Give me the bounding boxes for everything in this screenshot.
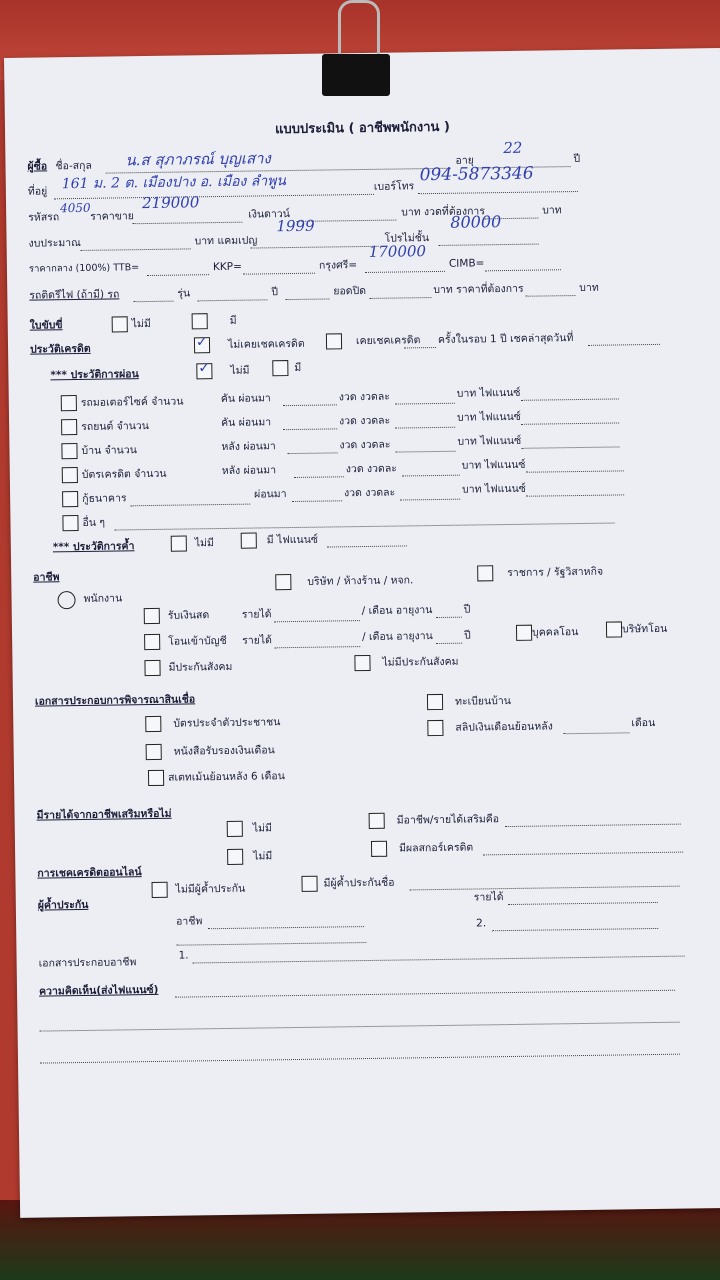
month-unit: เดือน	[631, 716, 656, 730]
no-guarantor-checkbox[interactable]	[152, 882, 168, 898]
government-checkbox[interactable]	[477, 565, 493, 581]
model-label: รุ่น	[177, 287, 191, 300]
bank-transfer-checkbox[interactable]	[144, 634, 160, 650]
company-transfer-checkbox[interactable]	[606, 621, 622, 637]
person-transfer-label: บุคคลโอน	[531, 626, 579, 639]
cash-salary-checkbox[interactable]	[144, 608, 160, 624]
income-line	[274, 619, 360, 622]
wanted-price-unit: บาท	[579, 281, 599, 294]
close-balance-line	[369, 296, 431, 299]
has-guarantor-checkbox[interactable]	[301, 876, 317, 892]
guarantee-no-checkbox[interactable]	[171, 535, 187, 551]
house-reg-checkbox[interactable]	[427, 694, 443, 710]
installment-item-fin: บาท ไฟแนนซ์	[461, 458, 526, 472]
installment-item-rest: งวด งวดละ	[339, 414, 391, 428]
salary-cert-label: หนังสือรับรองเงินเดือน	[173, 744, 275, 758]
campaign-line	[251, 245, 379, 249]
borrower-label: ผู้ซื้อ	[27, 160, 48, 173]
installment-history-label: *** ประวัติการผ่อน	[50, 368, 139, 382]
credit-card-checkbox[interactable]	[62, 467, 78, 483]
installment-item-fin: บาท ไฟแนนซ์	[456, 410, 521, 424]
installment-item-fin: บาท ไฟแนนซ์	[456, 386, 521, 400]
extra-income-line	[505, 823, 681, 827]
guarantor-name-line	[410, 885, 680, 891]
per-month-age-label: / เดือน อายุงาน	[361, 604, 433, 618]
pro-value[interactable]: 80000	[450, 212, 502, 232]
occupation-label: อาชีพ	[33, 571, 60, 584]
installment-line	[396, 450, 456, 453]
last-check-line	[588, 343, 660, 346]
income-line	[274, 645, 360, 648]
required-installment-label: บาท งวดที่ต้องการ	[401, 205, 486, 219]
age-label: อายุ	[455, 154, 474, 167]
year-unit: ปี	[463, 603, 471, 616]
license-label: ใบขับขี่	[29, 319, 63, 332]
cimb-label: CIMB=	[448, 257, 485, 270]
payslip-checkbox[interactable]	[427, 720, 443, 736]
never-checked-checkbox[interactable]	[194, 337, 210, 353]
house-reg-label: ทะเบียนบ้าน	[454, 694, 512, 708]
id-card-label: บัตรประจำตัวประชาชน	[173, 716, 281, 730]
other-checkbox[interactable]	[62, 515, 78, 531]
installment-item-label: อื่น ๆ	[82, 516, 106, 529]
no-guarantor-label: ไม่มีผู้ค้ำประกัน	[175, 882, 246, 896]
close-balance-label: ยอดปิด	[333, 284, 367, 298]
budget-label: งบประมาณ	[28, 236, 81, 250]
model-line	[197, 298, 267, 301]
installment-item-label: รถมอเตอร์ไซค์ จำนวน	[80, 395, 184, 409]
installment-line	[402, 474, 460, 477]
installment-item-label: รถยนต์ จำนวน	[81, 420, 150, 433]
form-title: แบบประเมิน ( อาชีพพนักงาน )	[274, 119, 450, 138]
age-unit: ปี	[573, 152, 581, 166]
installment-line	[130, 503, 250, 507]
installment-item-fin: บาท ไฟแนนซ์	[457, 434, 522, 448]
installment-line	[115, 522, 615, 531]
credit-score-line	[483, 851, 683, 856]
payslip-label: สลิปเงินเดือนย้อนหลัง	[455, 720, 553, 734]
central-price-label: ราคากลาง (100%) TTB=	[28, 262, 140, 275]
model-code-label: รหัสรถ	[28, 211, 60, 224]
installment-no-checkbox[interactable]	[196, 363, 212, 379]
occ-docs-line-top	[176, 941, 366, 946]
statement-label: สเตทเม้นย้อนหลัง 6 เดือน	[167, 770, 285, 784]
ever-checked-label: เคยเชคเครดิต	[355, 334, 421, 348]
installment-line	[521, 397, 619, 400]
guarantee-no-label: ไม่มี	[194, 537, 215, 550]
times-label: ครั้งในรอบ 1 ปี เชคล่าสุดวันที่	[437, 332, 574, 346]
installment-item-rest: งวด งวดละ	[345, 462, 397, 476]
installment-item-unit: คัน ผ่อนมา	[220, 392, 271, 406]
installment-line	[292, 499, 342, 502]
budget-line	[81, 247, 191, 251]
employee-radio[interactable]	[57, 591, 75, 609]
wanted-price-label: บาท ราคาที่ต้องการ	[433, 282, 524, 297]
online-credit-label: การเชคเครดิตออนไลน์	[37, 866, 142, 880]
guarantor-income-line	[508, 901, 658, 905]
license-yes-checkbox[interactable]	[192, 313, 208, 329]
company-transfer-label: บริษัทโอน	[621, 622, 668, 636]
occ-doc-item-2: 2.	[476, 917, 487, 930]
statement-checkbox[interactable]	[148, 770, 164, 786]
guarantee-history-label: *** ประวัติการค้ำ	[52, 540, 135, 554]
wanted-price-line	[525, 294, 575, 297]
times-line	[404, 346, 436, 348]
krungsri-value[interactable]: 170000	[368, 242, 427, 261]
opinion-label: ความคิดเห็น(ส่งไฟแนนซ์)	[38, 983, 159, 998]
company-checkbox[interactable]	[275, 574, 291, 590]
opinion-line-3	[40, 1053, 680, 1064]
motorcycle-checkbox[interactable]	[61, 395, 77, 411]
opinion-line-2	[40, 1021, 680, 1032]
bank-transfer-label: โอนเข้าบัญชี	[168, 634, 227, 648]
guarantee-yes-label: มี ไฟแนนซ์	[266, 533, 319, 547]
phone-value[interactable]: 094-5873346	[419, 163, 534, 186]
installment-item-fin: บาท ไฟแนนซ์	[461, 482, 526, 496]
form-paper	[4, 48, 720, 1218]
extra-income-yes-checkbox[interactable]	[369, 813, 385, 829]
guarantee-line	[327, 544, 407, 547]
installment-line	[395, 426, 455, 429]
extra-income-label: มีรายได้จากอาชีพเสริมหรือไม่	[36, 807, 172, 822]
installment-yes-label: มี	[294, 361, 302, 374]
pro-line	[439, 243, 539, 246]
campaign-value[interactable]: 1999	[276, 216, 315, 236]
no-social-security-label: ไม่มีประกันสังคม	[382, 655, 459, 669]
kkp-label: KKP=	[212, 260, 242, 274]
bank-loan-checkbox[interactable]	[62, 491, 78, 507]
phone-label: เบอร์โทร	[373, 180, 415, 193]
address-value[interactable]: 161 ม. 2 ต. เมืองปาง อ. เมือง ลำพูน	[61, 173, 287, 193]
guarantor-label: ผู้ค้ำประกัน	[37, 898, 89, 912]
installment-no-label: ไม่มี	[230, 364, 250, 377]
car-checkbox[interactable]	[61, 419, 77, 435]
installment-item-unit: หลัง ผ่อนมา	[221, 464, 277, 477]
occ-doc-line-2	[492, 927, 658, 931]
installment-item-unit: หลัง ผ่อนมา	[221, 440, 276, 454]
per-month-age-label: / เดือน อายุงาน	[362, 630, 433, 644]
installment-item-unit: คัน ผ่อนมา	[221, 416, 272, 430]
baht-unit: บาท	[542, 204, 562, 217]
credit-history-label: ประวัติเครดิต	[29, 342, 91, 356]
address-label: ที่อยู่	[27, 185, 48, 198]
guarantor-occupation-line	[208, 925, 364, 929]
installment-item-rest: งวด งวดละ	[338, 390, 390, 404]
krungsri-line	[365, 270, 445, 273]
krungsri-label: กรุงศรี=	[318, 259, 358, 272]
installment-line	[283, 427, 337, 430]
used-car-line	[133, 300, 173, 303]
installment-line	[294, 475, 344, 478]
social-security-label: มีประกันสังคม	[168, 660, 233, 674]
used-car-label: รถติดรีไฟ (ถ้ามี) รถ	[29, 288, 120, 302]
license-no-label: ไม่มี	[131, 317, 151, 331]
never-checked-label: ไม่เคยเชคเครดิต	[227, 337, 305, 351]
model-code-value[interactable]: 4050	[60, 200, 91, 216]
person-transfer-checkbox[interactable]	[516, 625, 532, 641]
employee-label: พนักงาน	[83, 592, 123, 605]
social-security-checkbox[interactable]	[144, 660, 160, 676]
installment-line	[526, 469, 624, 472]
year-line	[285, 297, 329, 300]
installment-item-label: กู้ธนาคาร	[82, 492, 127, 505]
campaign-label: บาท แคมเปญ	[194, 234, 258, 248]
payslip-months-line	[563, 731, 629, 734]
occ-doc-item-1: 1.	[178, 949, 189, 962]
sale-price-value[interactable]: 219000	[141, 193, 200, 213]
name-label: ชื่อ-สกุล	[55, 159, 93, 173]
binder-clip	[322, 54, 390, 96]
license-yes-label: มี	[229, 314, 237, 327]
guarantor-income-label: รายได้	[473, 891, 504, 904]
guarantor-occupation-label: อาชีพ	[175, 915, 203, 928]
license-no-checkbox[interactable]	[112, 316, 128, 332]
installment-line	[526, 493, 624, 496]
installment-item-unit: ผ่อนมา	[254, 488, 287, 501]
installment-line	[288, 451, 338, 454]
cimb-line	[485, 268, 561, 271]
credit-score-checkbox[interactable]	[371, 841, 387, 857]
ttb-line	[147, 273, 209, 276]
installment-item-label: บัตรเครดิต จำนวน	[81, 467, 167, 481]
down-label: เงินดาวน์	[248, 208, 290, 221]
credit-score-label: มีผลสกอร์เครดิต	[398, 841, 474, 855]
docs-label: เอกสารประกอบการพิจารณาสินเชื่อ	[34, 693, 196, 708]
phone-line	[418, 190, 578, 194]
sale-price-label: ราคาขาย	[90, 210, 134, 223]
year-label: ปี	[271, 286, 279, 299]
id-card-checkbox[interactable]	[145, 716, 161, 732]
installment-item-rest: งวด งวดละ	[339, 438, 391, 452]
extra-income-no-label: ไม่มี	[252, 822, 272, 835]
installment-line	[521, 445, 619, 448]
opinion-line-1	[175, 989, 675, 998]
guarantee-yes-checkbox[interactable]	[241, 533, 257, 549]
no-social-security-checkbox[interactable]	[354, 655, 370, 671]
year-unit: ปี	[464, 629, 471, 642]
income-label: รายได้	[241, 608, 272, 621]
company-label: บริษัท / ห้างร้าน / หจก.	[307, 574, 414, 588]
sale-price-line	[132, 221, 242, 225]
kkp-line	[243, 272, 315, 275]
salary-cert-checkbox[interactable]	[146, 744, 162, 760]
has-guarantor-label: มีผู้ค้ำประกันชื่อ	[323, 876, 395, 890]
occ-doc-line-1	[193, 955, 685, 964]
age-value[interactable]: 22	[503, 138, 523, 158]
installment-item-label: บ้าน จำนวน	[81, 444, 137, 457]
name-value[interactable]: น.ส สุภาภรณ์ บุญเสาง	[125, 149, 271, 170]
work-age-line	[436, 616, 462, 618]
installment-line	[395, 402, 455, 405]
installment-line	[400, 498, 460, 501]
income-label: รายได้	[242, 634, 273, 647]
installment-yes-checkbox[interactable]	[272, 360, 288, 376]
installment-item-rest: งวด งวดละ	[344, 486, 396, 500]
installment-line	[521, 421, 619, 424]
ever-checked-checkbox[interactable]	[326, 333, 342, 349]
online-credit-no-label: ไม่มี	[253, 850, 273, 863]
online-credit-no-checkbox[interactable]	[227, 849, 243, 865]
government-label: ราชการ / รัฐวิสาหกิจ	[507, 565, 604, 580]
work-age-line	[436, 642, 462, 644]
house-checkbox[interactable]	[61, 443, 77, 459]
pro-label: โปรไม่ชั้น	[384, 232, 430, 245]
extra-income-no-checkbox[interactable]	[227, 821, 243, 837]
installment-line	[283, 403, 337, 406]
cash-salary-label: รับเงินสด	[167, 609, 210, 622]
occ-docs-label: เอกสารประกอบอาชีพ	[38, 956, 137, 970]
extra-income-yes-label: มีอาชีพ/รายได้เสริมคือ	[396, 813, 500, 827]
